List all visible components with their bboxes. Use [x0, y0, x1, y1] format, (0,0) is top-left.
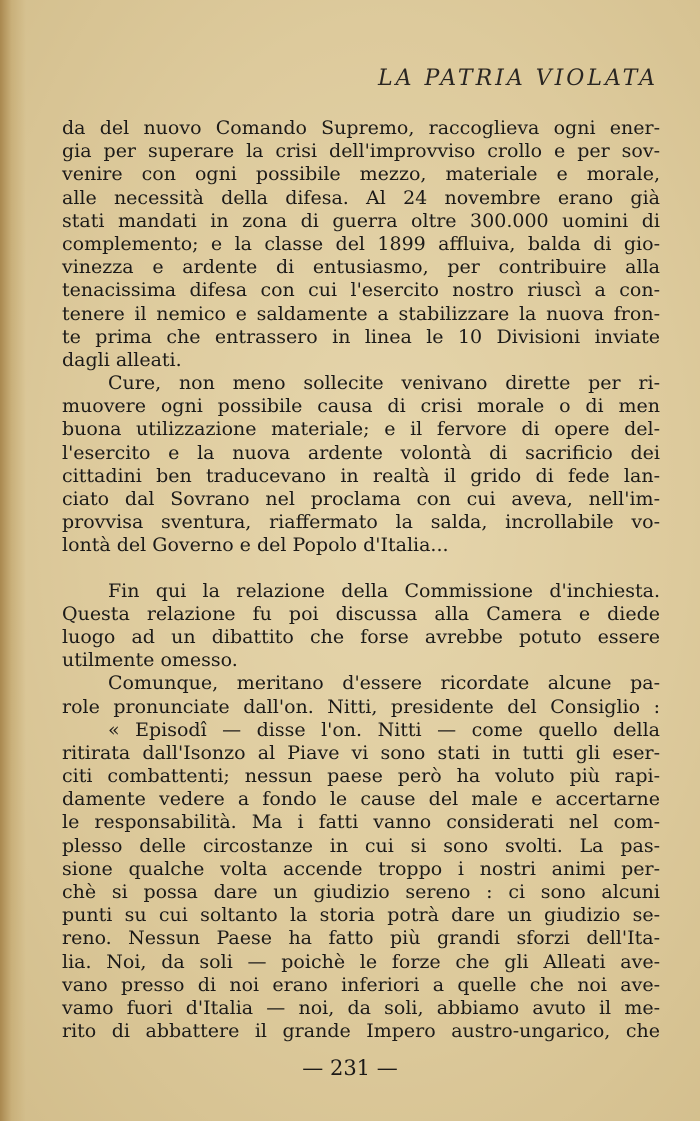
text-line: lia. Noi, da soli — poichè le forze che gli Alleati ave- — [62, 950, 660, 973]
text-line: provvisa sventura, riaffermato la salda, incrollabile vo- — [62, 511, 660, 534]
text-line: Cure, non meno sollecite venivano dirette per ri- — [108, 372, 660, 395]
text-line: Comunque, meritano d'essere ricordate alcune pa- — [108, 672, 660, 695]
text-line: lontà del Governo e del Popolo d'Italia... — [62, 534, 449, 557]
text-line: complemento; e la classe del 1899 affluiva, balda di gio- — [62, 232, 660, 255]
paragraph — [62, 117, 660, 372]
text-line: l'esercito e la nuova ardente volontà di sacrificio dei — [62, 441, 660, 464]
paragraph — [62, 672, 660, 718]
page-number: — 231 — — [302, 1056, 398, 1080]
text-line: vano presso di noi erano inferiori a quelle che noi ave- — [62, 973, 660, 996]
text-line: damente vedere a fondo le cause del male e accertarne — [62, 788, 660, 811]
text-line: luogo ad un dibattito che forse avrebbe potuto essere — [62, 625, 660, 648]
text-line: Questa relazione fu poi discussa alla Camera e diede — [62, 602, 660, 625]
text-line: citi combattenti; nessun paese però ha voluto più rapi- — [62, 765, 660, 788]
text-line: cittadini ben traducevano in realtà il grido di fede lan- — [62, 464, 660, 487]
text-line: le responsabilità. Ma i fatti vanno considerati nel com- — [62, 811, 660, 834]
page-edge-shading — [0, 0, 26, 1121]
text-line: tenacissima difesa con cui l'esercito nostro riuscì a con- — [62, 279, 660, 302]
text-line: dagli alleati. — [62, 348, 182, 371]
paragraph-gap — [62, 558, 660, 580]
running-title: LA PATRIA VIOLATA — [377, 66, 658, 91]
text-line: sione qualche volta accende troppo i nostri animi per- — [62, 857, 660, 880]
text-line: venire con ogni possibile mezzo, materiale e morale, — [62, 163, 660, 186]
text-line: muovere ogni possibile causa di crisi morale o di men — [62, 395, 660, 418]
body-text — [62, 117, 660, 1043]
text-line: reno. Nessun Paese ha fatto più grandi sforzi dell'Ita- — [62, 927, 660, 950]
text-line: da del nuovo Comando Supremo, raccoglieva ogni ener- — [62, 117, 660, 139]
text-line: Fin qui la relazione della Commissione d'inchiesta. — [108, 579, 660, 602]
paragraph — [62, 372, 660, 558]
paragraph — [62, 580, 660, 673]
text-line: vamo fuori d'Italia — noi, da soli, abbiamo avuto il me- — [62, 996, 660, 1019]
text-line: punti su cui soltanto la storia potrà dare un giudizio se- — [62, 904, 660, 927]
text-line: te prima che entrassero in linea le 10 Divisioni inviate — [62, 325, 660, 348]
text-line: « Episodî — disse l'on. Nitti — come quello della — [108, 718, 660, 741]
text-line: tenere il nemico e saldamente a stabilizzare la nuova fron- — [62, 302, 660, 325]
text-line: utilmente omesso. — [62, 649, 238, 672]
text-line: buona utilizzazione materiale; e il fervore di opere del- — [62, 418, 660, 441]
text-line: vinezza e ardente di entusiasmo, per contribuire alla — [62, 256, 660, 279]
paragraph — [62, 719, 660, 1044]
text-line: ritirata dall'Isonzo al Piave vi sono stati in tutti gli eser- — [62, 741, 660, 764]
text-line: gia per superare la crisi dell'improvviso crollo e per sov- — [62, 140, 660, 163]
text-line: role pronunciate dall'on. Nitti, presidente del Consiglio : — [62, 695, 660, 718]
text-line: plesso delle circostanze in cui si sono svolti. La pas- — [62, 834, 660, 857]
text-line: chè si possa dare un giudizio sereno : ci sono alcuni — [62, 881, 660, 903]
text-line: rito di abbattere il grande Impero austro-ungarico, che — [62, 1020, 660, 1043]
text-line: alle necessità della difesa. Al 24 novembre erano già — [62, 186, 660, 209]
text-line: ciato dal Sovrano nel proclama con cui aveva, nell'im- — [62, 488, 660, 510]
text-line: stati mandati in zona di guerra oltre 300.000 uomini di — [62, 209, 660, 232]
